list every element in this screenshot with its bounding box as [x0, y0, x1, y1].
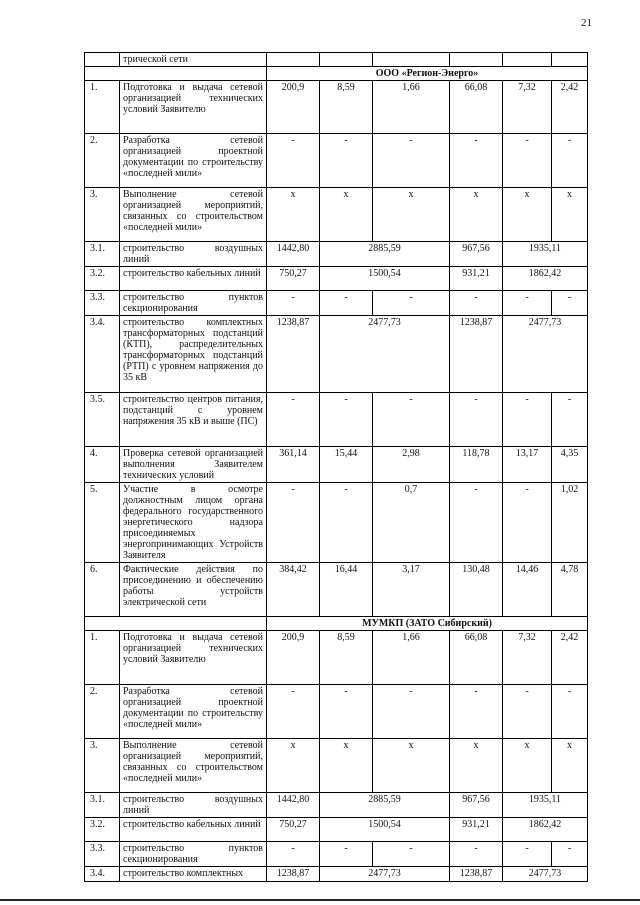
- value-cell: -: [503, 842, 552, 867]
- row-name: строительство пунктов секционирования: [120, 291, 267, 316]
- value-cell: 2477,73: [503, 316, 588, 393]
- value-cell: -: [450, 483, 503, 563]
- value-cell: -: [450, 393, 503, 447]
- value-cell: 1,66: [373, 631, 450, 685]
- value-cell: -: [552, 685, 588, 739]
- value-cell: 7,32: [503, 81, 552, 134]
- value-cell: 967,56: [450, 793, 503, 818]
- value-cell: x: [320, 739, 373, 793]
- row-number: 1.: [85, 81, 120, 134]
- value-cell: 15,44: [320, 447, 373, 483]
- table-row: [85, 447, 588, 483]
- value-cell: -: [320, 291, 373, 316]
- row-number: 3.2.: [85, 818, 120, 842]
- row-number: 3.1.: [85, 242, 120, 267]
- table-row: [85, 267, 588, 291]
- row-name: строительство кабельных линий: [120, 267, 267, 291]
- value-cell: -: [267, 134, 320, 188]
- row-number: 3.5.: [85, 393, 120, 447]
- value-cell: 1935,11: [503, 793, 588, 818]
- value-cell: 1238,87: [267, 316, 320, 393]
- value-cell: x: [552, 739, 588, 793]
- value-cell: -: [320, 134, 373, 188]
- value-cell: -: [267, 483, 320, 563]
- value-cell: x: [552, 188, 588, 242]
- row-number: 2.: [85, 685, 120, 739]
- row-name: строительство центров питания, подстанций с уровнем напряжения 35 кВ и выше (ПС): [120, 393, 267, 447]
- value-cell: 200,9: [267, 81, 320, 134]
- empty-cell: [85, 67, 267, 81]
- table-row: [85, 685, 588, 739]
- row-number: 4.: [85, 447, 120, 483]
- value-cell: 1238,87: [450, 316, 503, 393]
- value-cell: 1500,54: [320, 267, 450, 291]
- value-cell: -: [267, 685, 320, 739]
- value-cell: 1935,11: [503, 242, 588, 267]
- table-row: [85, 739, 588, 793]
- value-cell: 8,59: [320, 81, 373, 134]
- value-cell: 931,21: [450, 267, 503, 291]
- tariff-table: [84, 52, 588, 882]
- row-name: Участие в осмотре должностным лицом органа федерального государственного энергетического надзора присоединяемых энергопринимающих Устройств Заявителя: [120, 483, 267, 563]
- value-cell: -: [267, 842, 320, 867]
- value-cell: 931,21: [450, 818, 503, 842]
- section-title: МУМКП (ЗАТО Сибирский): [267, 617, 588, 631]
- row-name: строительство кабельных линий: [120, 818, 267, 842]
- value-cell: 1,66: [373, 81, 450, 134]
- value-cell: -: [503, 685, 552, 739]
- row-number: 2.: [85, 134, 120, 188]
- value-cell: 750,27: [267, 267, 320, 291]
- table-row: [85, 793, 588, 818]
- row-name: строительство комплектных: [120, 867, 267, 882]
- table-row: [85, 818, 588, 842]
- value-cell: -: [503, 393, 552, 447]
- value-cell: -: [267, 393, 320, 447]
- value-cell: x: [503, 739, 552, 793]
- value-cell: -: [552, 134, 588, 188]
- value-cell: 750,27: [267, 818, 320, 842]
- row-name: Разработка сетевой организацией проектной документации по строительству «последней мили»: [120, 685, 267, 739]
- value-cell: -: [320, 393, 373, 447]
- value-cell: -: [450, 685, 503, 739]
- row-name: трической сети: [120, 53, 267, 67]
- value-cell: 13,17: [503, 447, 552, 483]
- row-number: 3.3.: [85, 291, 120, 316]
- row-number: 3.2.: [85, 267, 120, 291]
- value-cell: 2885,59: [320, 793, 450, 818]
- value-cell: 361,14: [267, 447, 320, 483]
- section-title: ООО «Регион-Энерго»: [267, 67, 588, 81]
- value-cell: -: [450, 291, 503, 316]
- table-row: [85, 842, 588, 867]
- value-cell: 1,02: [552, 483, 588, 563]
- value-cell: -: [320, 483, 373, 563]
- table-row: [85, 483, 588, 563]
- value-cell: -: [503, 483, 552, 563]
- value-cell: -: [373, 291, 450, 316]
- value-cell: 384,42: [267, 563, 320, 617]
- table-row: [85, 188, 588, 242]
- value-cell: 7,32: [503, 631, 552, 685]
- value-cell: 4,35: [552, 447, 588, 483]
- row-name: Подготовка и выдача сетевой организацией технических условий Заявителю: [120, 81, 267, 134]
- row-number: 1.: [85, 631, 120, 685]
- row-name: Проверка сетевой организацией выполнения Заявителем технических условий: [120, 447, 267, 483]
- value-cell: 1442,80: [267, 242, 320, 267]
- row-name: строительство пунктов секционирования: [120, 842, 267, 867]
- row-number: 3.: [85, 188, 120, 242]
- value-cell: x: [503, 188, 552, 242]
- value-cell: 14,46: [503, 563, 552, 617]
- row-number: 3.1.: [85, 793, 120, 818]
- row-name: Подготовка и выдача сетевой организацией технических условий Заявителю: [120, 631, 267, 685]
- section-header-row: [85, 67, 588, 81]
- table-row: [85, 393, 588, 447]
- value-cell: x: [373, 739, 450, 793]
- table-row: [85, 563, 588, 617]
- table-row: [85, 291, 588, 316]
- row-number: 3.3.: [85, 842, 120, 867]
- value-cell: -: [373, 842, 450, 867]
- value-cell: -: [320, 842, 373, 867]
- table-row: [85, 53, 588, 67]
- value-cell: 1238,87: [450, 867, 503, 882]
- value-cell: 1500,54: [320, 818, 450, 842]
- value-cell: -: [320, 685, 373, 739]
- row-name: Выполнение сетевой организацией мероприятий, связанных со строительством «последней мили»: [120, 188, 267, 242]
- value-cell: 1442,80: [267, 793, 320, 818]
- value-cell: 66,08: [450, 631, 503, 685]
- value-cell: x: [450, 739, 503, 793]
- row-number: 6.: [85, 563, 120, 617]
- row-name: Разработка сетевой организацией проектной документации по строительству «последней мили»: [120, 134, 267, 188]
- value-cell: x: [267, 739, 320, 793]
- page-number: 21: [581, 17, 592, 29]
- value-cell: 2477,73: [320, 867, 450, 882]
- value-cell: x: [267, 188, 320, 242]
- value-cell: 130,48: [450, 563, 503, 617]
- value-cell: 1862,42: [503, 818, 588, 842]
- scan-edge-line: [0, 899, 640, 901]
- value-cell: -: [552, 842, 588, 867]
- value-cell: -: [267, 291, 320, 316]
- table-row: [85, 316, 588, 393]
- row-number: 3.: [85, 739, 120, 793]
- value-cell: -: [503, 291, 552, 316]
- value-cell: 1238,87: [267, 867, 320, 882]
- value-cell: x: [373, 188, 450, 242]
- section-header-row: [85, 617, 588, 631]
- value-cell: 2885,59: [320, 242, 450, 267]
- table-row: [85, 134, 588, 188]
- value-cell: -: [373, 685, 450, 739]
- value-cell: 200,9: [267, 631, 320, 685]
- value-cell: 2477,73: [503, 867, 588, 882]
- table-row: [85, 867, 588, 882]
- value-cell: 2,42: [552, 631, 588, 685]
- value-cell: -: [450, 134, 503, 188]
- value-cell: 2477,73: [320, 316, 450, 393]
- value-cell: 4,78: [552, 563, 588, 617]
- value-cell: x: [450, 188, 503, 242]
- value-cell: 66,08: [450, 81, 503, 134]
- value-cell: -: [552, 393, 588, 447]
- row-name: строительство комплектных трансформаторных подстанций (КТП), распределительных трансформаторных подстанций (РТП) с уровнем напряжения до 35 кВ: [120, 316, 267, 393]
- value-cell: -: [450, 842, 503, 867]
- value-cell: -: [503, 134, 552, 188]
- table-row: [85, 81, 588, 134]
- table-row: [85, 242, 588, 267]
- row-name: строительство воздушных линий: [120, 242, 267, 267]
- value-cell: -: [552, 291, 588, 316]
- value-cell: x: [320, 188, 373, 242]
- value-cell: 16,44: [320, 563, 373, 617]
- row-number: 3.4.: [85, 316, 120, 393]
- value-cell: 2,42: [552, 81, 588, 134]
- value-cell: 0,7: [373, 483, 450, 563]
- value-cell: -: [373, 134, 450, 188]
- value-cell: 3,17: [373, 563, 450, 617]
- value-cell: 2,98: [373, 447, 450, 483]
- value-cell: 1862,42: [503, 267, 588, 291]
- row-number: 5.: [85, 483, 120, 563]
- value-cell: 967,56: [450, 242, 503, 267]
- row-name: Фактические действия по присоединению и обеспечению работы устройств электрической сети: [120, 563, 267, 617]
- row-name: Выполнение сетевой организацией мероприятий, связанных со строительством «последней мили»: [120, 739, 267, 793]
- value-cell: -: [373, 393, 450, 447]
- empty-cell: [85, 617, 267, 631]
- value-cell: 8,59: [320, 631, 373, 685]
- row-name: строительство воздушных линий: [120, 793, 267, 818]
- value-cell: 118,78: [450, 447, 503, 483]
- table-row: [85, 631, 588, 685]
- row-number: 3.4.: [85, 867, 120, 882]
